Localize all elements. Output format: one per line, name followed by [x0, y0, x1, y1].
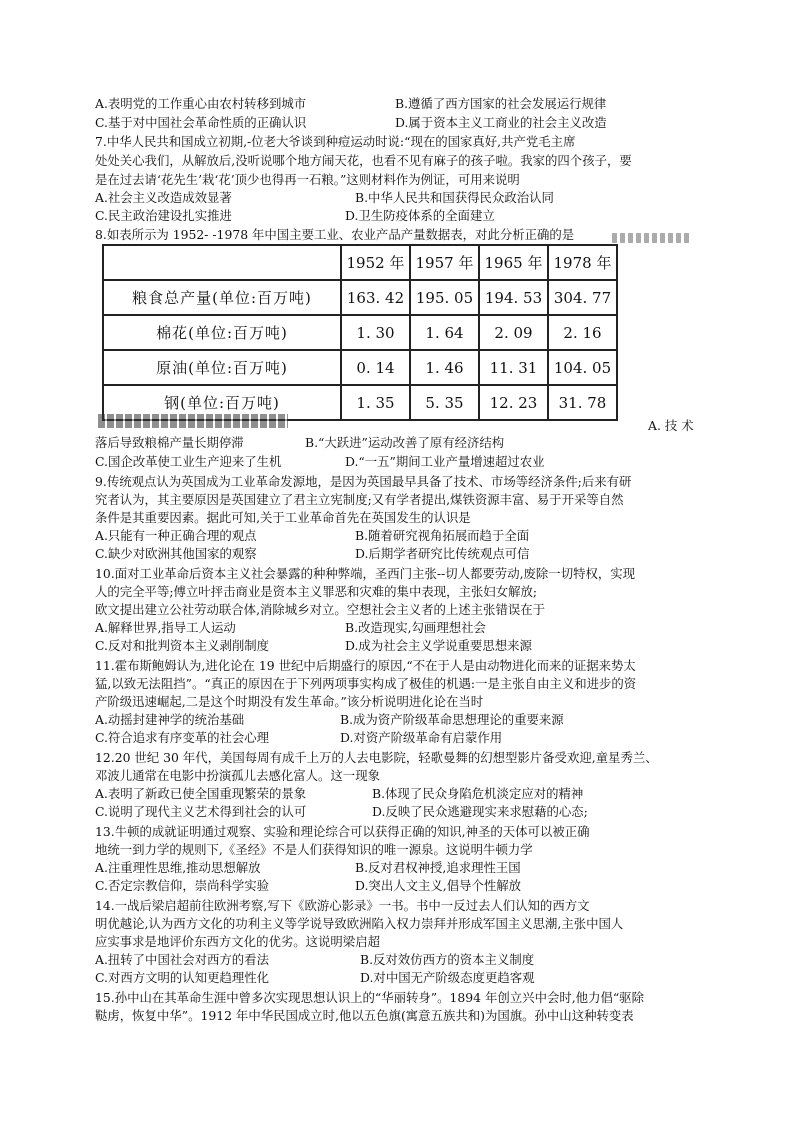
q13-option-b: B.反对君权神授,追求理性王国 [355, 860, 521, 875]
q14-option-b: B.反对效仿西方的资本主义制度 [360, 952, 535, 967]
q6-option-b: B.遵循了西方国家的社会发展运行规律 [395, 96, 607, 111]
q13-option-d: D.突出人文主义,倡导个性解放 [355, 878, 522, 893]
q10-stem-line: 10.面对工业革命后资本主义社会暴露的种种弊端，圣西门主张--切人都要劳动,废除一切特权，实现 [95, 566, 636, 581]
q10-option-b: B.改造现实,勾画理想社会 [345, 620, 486, 635]
table-cell: 104. 05 [548, 350, 617, 385]
q12-stem-line: 邓波儿通常在电影中扮演孤儿去感化富人。这一现象 [95, 768, 380, 783]
row-label: 原油(单位:百万吨) [103, 350, 341, 385]
q7-option-b: B.中华人民共和国获得民众政治认同 [355, 190, 554, 205]
q8-option-a-start: A. 技 术 [648, 418, 694, 433]
q6-option-c: C.基于对中国社会革命性质的正确认识 [95, 115, 307, 130]
q6-option-d: D.属于资本主义工商业的社会主义改造 [395, 115, 607, 130]
q6-option-a: A.表明党的工作重心由农村转移到城市 [95, 96, 307, 111]
table-row [103, 350, 617, 385]
q8-stem-line: 8.如表所示为 1952- -1978 年中国主要工业、农业产品产量数据表，对此分析正确的是 [95, 227, 575, 242]
q7-stem-line: 是在过去请‘花先生’栽‘花’顶少也得再一石粮。”这则材料作为例证，可用来说明 [95, 172, 520, 187]
q14-stem-line: 应实事求是地评价东西方文化的优劣。这说明梁启超 [95, 934, 380, 949]
q13-option-c: C.否定宗教信仰，崇尚科学实验 [95, 878, 270, 893]
q11-option-b: B.成为资产阶级革命思想理论的重要来源 [340, 712, 564, 727]
q11-stem-line: 11.霍布斯鲍姆认为,进化论在 19 世纪中后期盛行的原因,“不在于人是由动物进化而来的证据来势太 [95, 658, 636, 673]
q12-option-b: B.体现了民众身陷危机淡定应对的精神 [372, 786, 584, 801]
table-cell: 1. 64 [410, 315, 479, 350]
table-year-header: 1978 年 [548, 245, 617, 280]
scan-smudge [98, 414, 288, 428]
table-cell: 5. 35 [410, 385, 479, 420]
table-corner-cell [103, 245, 341, 280]
row-label: 粮食总产量(单位:百万吨) [103, 280, 341, 315]
row-label: 钢(单位:百万吨) [103, 385, 341, 420]
q11-stem-line: 猛,以致无法阻挡”。“真正的原因在于下列两项事实构成了极佳的机遇:一是主张自由主义和进步的资 [95, 676, 637, 691]
q8-option-a: 落后导致粮棉产量长期停滞 [95, 435, 244, 450]
q11-option-a: A.动摇封建神学的统治基础 [95, 712, 245, 727]
q8-option-b: B.“大跃进”运动改善了原有经济结构 [305, 435, 505, 450]
table-cell: 195. 05 [410, 280, 479, 315]
q12-option-c: C.说明了现代主义艺术得到社会的认可 [95, 804, 307, 819]
q14-option-c: C.对西方文明的认知更趋理性化 [95, 970, 270, 985]
table-cell: 163. 42 [341, 280, 410, 315]
q11-stem-line: 产阶级迅速崛起,二是这个时期没有发生革命。”该分析说明进化论在当时 [95, 694, 484, 709]
q12-option-d: D.反映了民众逃避现实来求慰藉的心态; [372, 804, 588, 819]
table-cell: 31. 78 [548, 385, 617, 420]
q10-option-a: A.解释世界,指导工人运动 [95, 620, 236, 635]
q9-stem-line: 条件是其重要因素。据此可知,关于工业革命首先在英国发生的认识是 [95, 510, 471, 525]
q7-stem-line: 处处关心我们，从解放后,没听说哪个地方闹天花，也看不见有麻子的孩子啦。我家的四个孩子，要 [95, 153, 632, 168]
q8-option-c: C.国企改革使工业生产迎来了生机 [95, 454, 282, 469]
production-table [102, 244, 618, 421]
q15-stem-line: 15.孙中山在其革命生涯中曾多次实现思想认识上的“华丽转身”。1894 年创立兴中会时,他力倡“驱除 [95, 990, 644, 1005]
table-cell: 12. 23 [479, 385, 548, 420]
q9-option-d: D.后期学者研究比传统观点可信 [355, 546, 530, 561]
table-cell: 0. 14 [341, 350, 410, 385]
q9-stem-line: 9.传统观点认为英国成为工业革命发源地，是因为英国最早具备了技术、市场等经济条件;后来有研 [95, 474, 632, 489]
q10-stem-line: 欧文提出建立公社劳动联合体,消除城乡对立。空想社会主义者的上述主张错误在于 [95, 602, 546, 617]
table-row [103, 280, 617, 315]
table-year-header: 1965 年 [479, 245, 548, 280]
row-label: 棉花(单位:百万吨) [103, 315, 341, 350]
table-header-row [103, 245, 617, 280]
q9-option-c: C.缺少对欧洲其他国家的观察 [95, 546, 257, 561]
table-year-header: 1952 年 [341, 245, 410, 280]
table-year-header: 1957 年 [410, 245, 479, 280]
q10-option-d: D.成为社会主义学说重要思想来源 [345, 638, 532, 653]
q7-option-a: A.社会主义改造成效显著 [95, 190, 232, 205]
q14-option-d: D.对中国无产阶级态度更趋客观 [360, 970, 535, 985]
q14-stem-line: 明优越论,认为西方文化的功利主义等学说导致欧洲陷入权力崇拜并形成军国主义思潮,主张中国人 [95, 916, 624, 931]
table-cell: 11. 31 [479, 350, 548, 385]
q10-stem-line: 人的完全平等;傅立叶抨击商业是资本主义罪恶和灾难的集中表现，主张妇女解放; [95, 584, 538, 599]
q7-option-c: C.民主政治建设扎实推进 [95, 208, 232, 223]
table-cell: 194. 53 [479, 280, 548, 315]
q10-option-c: C.反对和批判资本主义剥削制度 [95, 638, 270, 653]
q8-option-d: D.“一五”期间工业产量增速超过农业 [345, 454, 545, 469]
q11-option-d: D.对资产阶级革命有启蒙作用 [340, 730, 503, 745]
q11-option-c: C.符合追求有序变革的社会心理 [95, 730, 270, 745]
table-row [103, 315, 617, 350]
q12-option-a: A.表明了新政已使全国重现繁荣的景象 [95, 786, 307, 801]
q14-stem-line: 14.一战后梁启超前往欧洲考察,写下《欧游心影录》一书。书中一反过去人们认知的西方文 [95, 898, 590, 913]
q7-stem-line: 7.中华人民共和国成立初期,-位老大爷谈到种痘运动时说:“现在的国家真好,共产党毛主席 [95, 134, 576, 149]
table-cell: 1. 30 [341, 315, 410, 350]
table-cell: 2. 09 [479, 315, 548, 350]
q15-stem-line: 鞑虏，恢复中华”。1912 年中华民国成立时,他以五色旗(寓意五族共和)为国旗。孙中山这种转变表 [95, 1008, 634, 1023]
q9-stem-line: 究者认为，其主要原因是英国建立了君主立宪制度;又有学者提出,煤铁资源丰富、易于开采等自然 [95, 492, 624, 507]
table-cell: 1. 35 [341, 385, 410, 420]
q9-option-a: A.只能有一种正确合理的观点 [95, 528, 257, 543]
q13-stem-line: 地统一到力学的规则下,《圣经》不是人们获得知识的唯一源泉。这说明牛顿力学 [95, 842, 533, 857]
table-cell: 2. 16 [548, 315, 617, 350]
scan-smudge [612, 233, 692, 243]
q13-option-a: A.注重理性思维,推动思想解放 [95, 860, 261, 875]
q12-stem-line: 12.20 世纪 30 年代，美国每周有成千上万的人去电影院，轻歌曼舞的幻想型影片备受欢迎,童星秀兰、 [95, 750, 658, 765]
table-cell: 304. 77 [548, 280, 617, 315]
table-cell: 1. 46 [410, 350, 479, 385]
q14-option-a: A.扭转了中国社会对西方的看法 [95, 952, 269, 967]
q13-stem-line: 13.牛顿的成就证明通过观察、实验和理论综合可以获得正确的知识,神圣的天体可以被正确 [95, 824, 590, 839]
q9-option-b: B.随着研究视角拓展而趋于全面 [355, 528, 530, 543]
q7-option-d: D.卫生防疫体系的全面建立 [345, 208, 495, 223]
